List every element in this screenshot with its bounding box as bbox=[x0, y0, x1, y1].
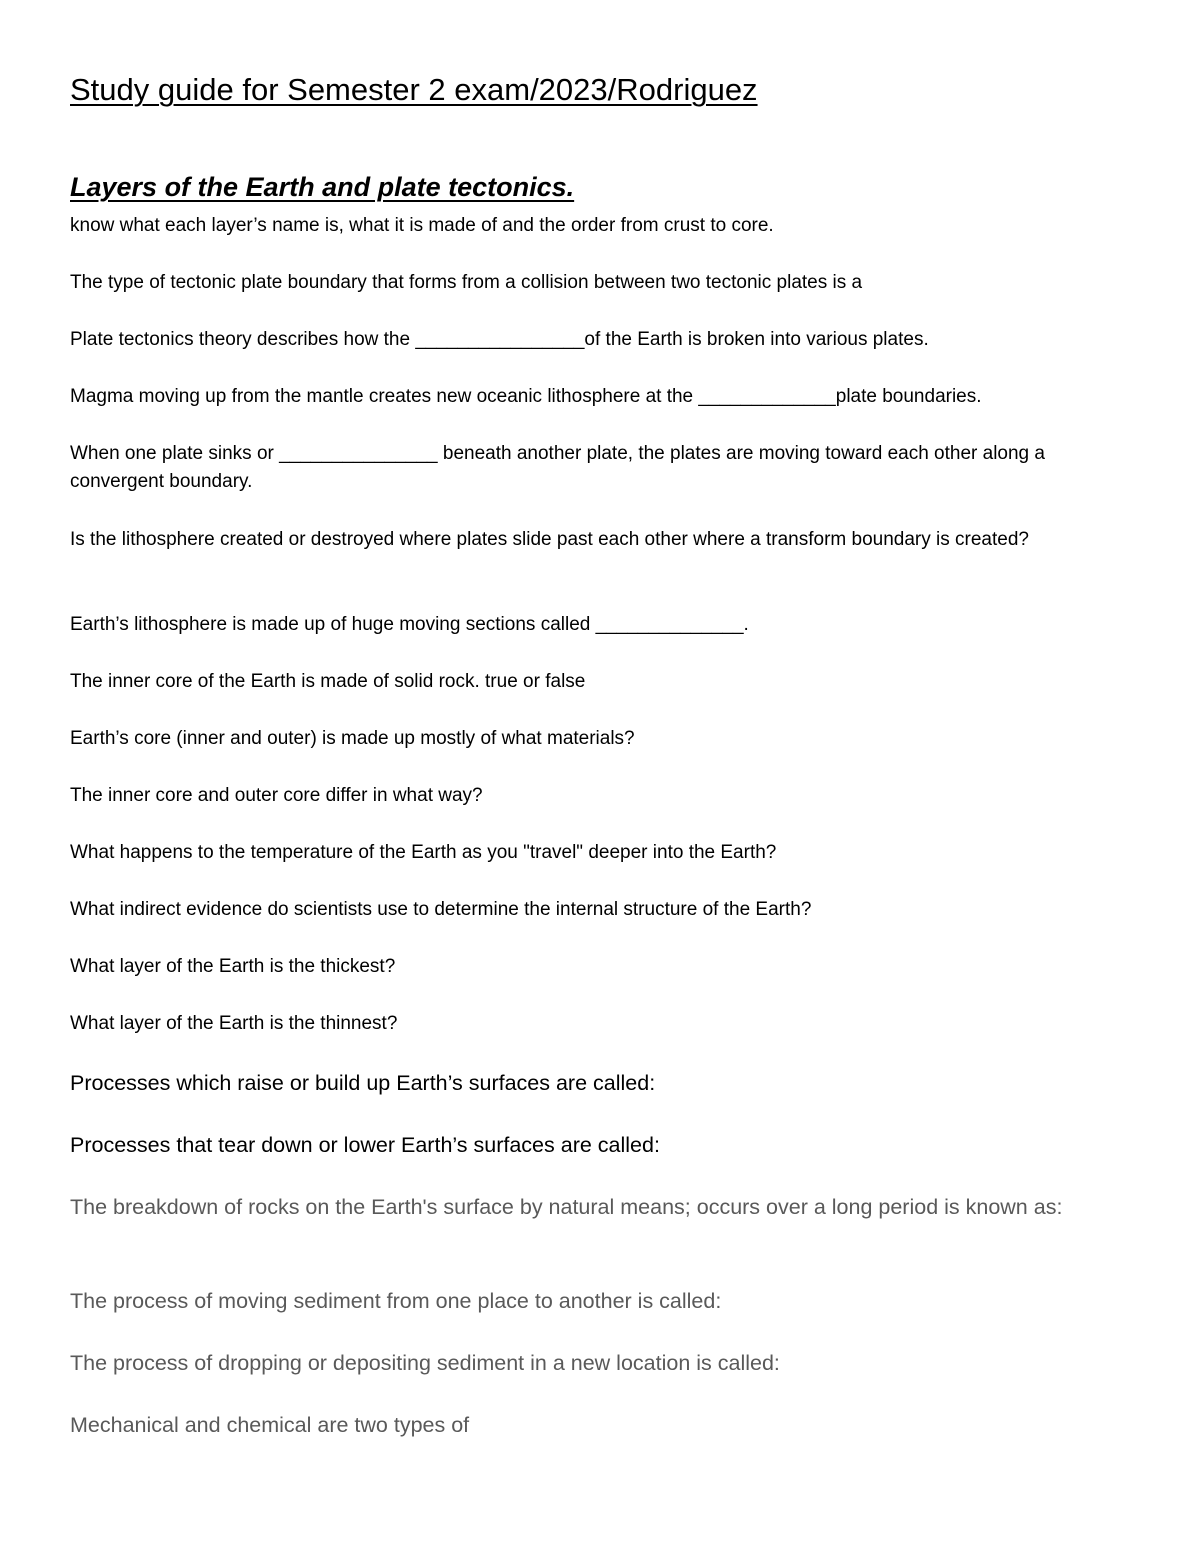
question-2: Plate tectonics theory describes how the ________________of the Earth is broken into various plates. bbox=[70, 329, 929, 350]
question-5: Is the lithosphere created or destroyed where plates slide past each other where a transform boundary is created? bbox=[70, 529, 1029, 550]
question-12: What layer of the Earth is the thickest? bbox=[70, 956, 396, 977]
section-intro: know what each layer’s name is, what it is made of and the order from crust to core. bbox=[70, 215, 774, 236]
document-title: Study guide for Semester 2 exam/2023/Rodriguez bbox=[70, 72, 758, 107]
question-16: The breakdown of rocks on the Earth's surface by natural means; occurs over a long period is known as: bbox=[70, 1195, 1063, 1219]
question-7: The inner core of the Earth is made of solid rock. true or false bbox=[70, 671, 586, 692]
question-18: The process of dropping or depositing sediment in a new location is called: bbox=[70, 1351, 780, 1375]
section-heading: Layers of the Earth and plate tectonics. bbox=[70, 172, 575, 202]
question-19: Mechanical and chemical are two types of bbox=[70, 1413, 470, 1437]
question-4: When one plate sinks or _______________ beneath another plate, the plates are moving toward each other along a convergent boundary. bbox=[70, 443, 1045, 492]
question-17: The process of moving sediment from one place to another is called: bbox=[70, 1289, 722, 1313]
question-15: Processes that tear down or lower Earth’s surfaces are called: bbox=[70, 1133, 660, 1157]
question-13: What layer of the Earth is the thinnest? bbox=[70, 1013, 398, 1034]
question-11: What indirect evidence do scientists use to determine the internal structure of the Earth? bbox=[70, 899, 812, 920]
question-14: Processes which raise or build up Earth’s surfaces are called: bbox=[70, 1071, 656, 1095]
question-10: What happens to the temperature of the Earth as you "travel" deeper into the Earth? bbox=[70, 842, 777, 863]
question-1: The type of tectonic plate boundary that forms from a collision between two tectonic plates is a bbox=[70, 272, 863, 293]
question-9: The inner core and outer core differ in what way? bbox=[70, 785, 483, 806]
question-6: Earth’s lithosphere is made up of huge moving sections called ______________. bbox=[70, 614, 749, 635]
question-3: Magma moving up from the mantle creates new oceanic lithosphere at the _____________plate boundaries. bbox=[70, 386, 982, 407]
question-8: Earth’s core (inner and outer) is made up mostly of what materials? bbox=[70, 728, 635, 749]
